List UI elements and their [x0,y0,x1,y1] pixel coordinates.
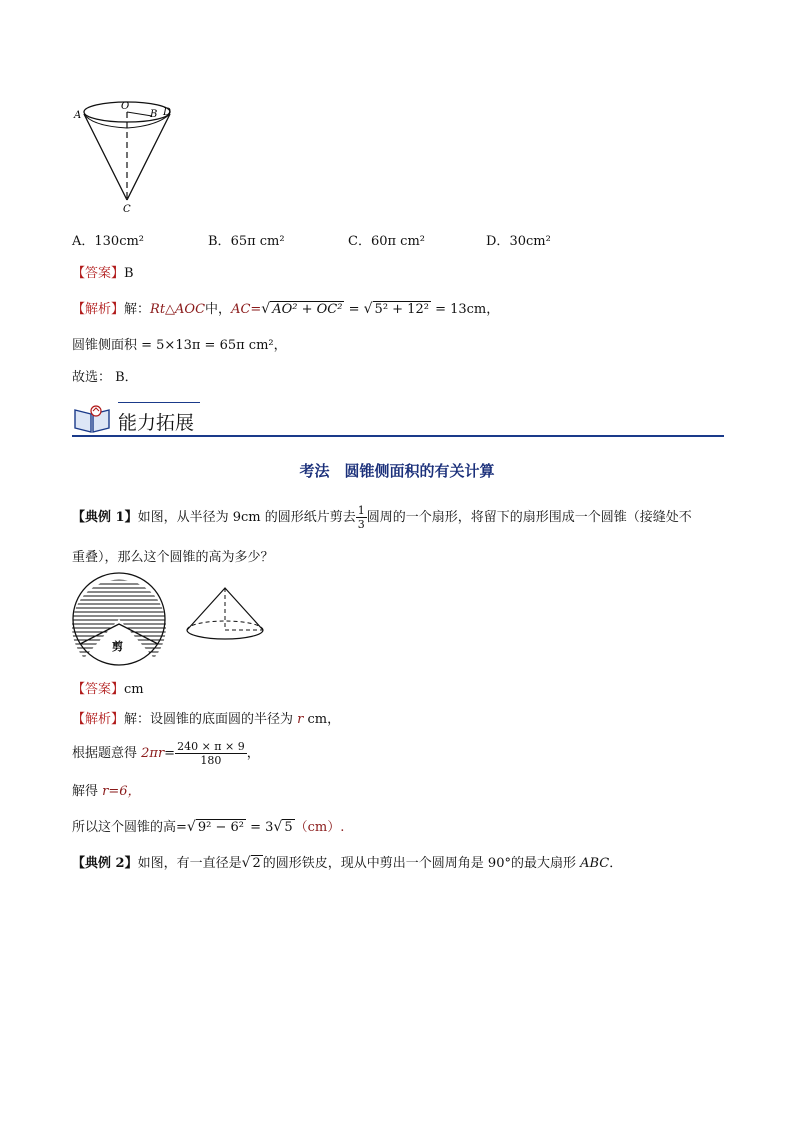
option-b: B．65π cm² [208,234,285,249]
q1-analysis-line3: 故选： B． [72,370,138,385]
ex1-analysis-line4: 所以这个圆锥的高=√ 9² − 6² = 3√ 5 （cm）. [72,819,345,835]
ex1-analysis-line1: 【解析】解：设圆锥的底面圆的半径为 r cm， [72,712,341,727]
option-c: C．60π cm² [348,234,425,249]
label-d: D [163,107,172,118]
cut-label: 剪 [112,640,123,653]
label-c: C [123,204,131,215]
ex1-analysis-line2: 根据题意得 2πr= $\frac{240 \times \pi \times 9}{180}$ ， [72,740,260,767]
ex1-analysis-line3: 解得 r=6， [72,784,141,799]
cone2-figure [183,584,267,646]
q1-answer: 【答案】B [72,266,134,281]
cut-circle-figure [70,572,168,666]
option-a: A．130cm² [72,234,145,249]
section-underline [72,435,724,437]
q1-analysis-line2: 圆锥侧面积 = 5×13π = 65π cm²， [72,338,287,353]
cone-figure [72,98,182,216]
book-icon [72,402,112,434]
ex1-line2: 重叠），那么这个圆锥的高为多少？ [72,550,274,565]
section-overline [118,402,200,403]
label-a: A [74,110,82,121]
option-d: D．30cm² [486,234,551,249]
label-b: B [150,109,158,120]
ex1-answer: 【答案】cm [72,682,144,697]
section-title: 能力拓展 [118,412,195,434]
label-o: O [121,101,130,112]
ex2-line1: 【典例 2】如图，有一直径是√ 2 的圆形铁皮，现从中剪出一个圆周角是 90°的最大扇形 ABC． [72,855,623,871]
q1-analysis-line1: 【解析】解：Rt△AOC中，AC=√ AO² + OC² = √ 5² + 12² = 13cm， [72,301,500,317]
kaofa-title: 考法 圆锥侧面积的有关计算 [299,462,495,480]
ex1-line1: 【典例 1】如图，从半径为 9cm 的圆形纸片剪去 $\frac{1}{3}$ 圆周的一个扇形，将留下的扇形围成一个圆锥（接缝处不 [72,504,692,531]
